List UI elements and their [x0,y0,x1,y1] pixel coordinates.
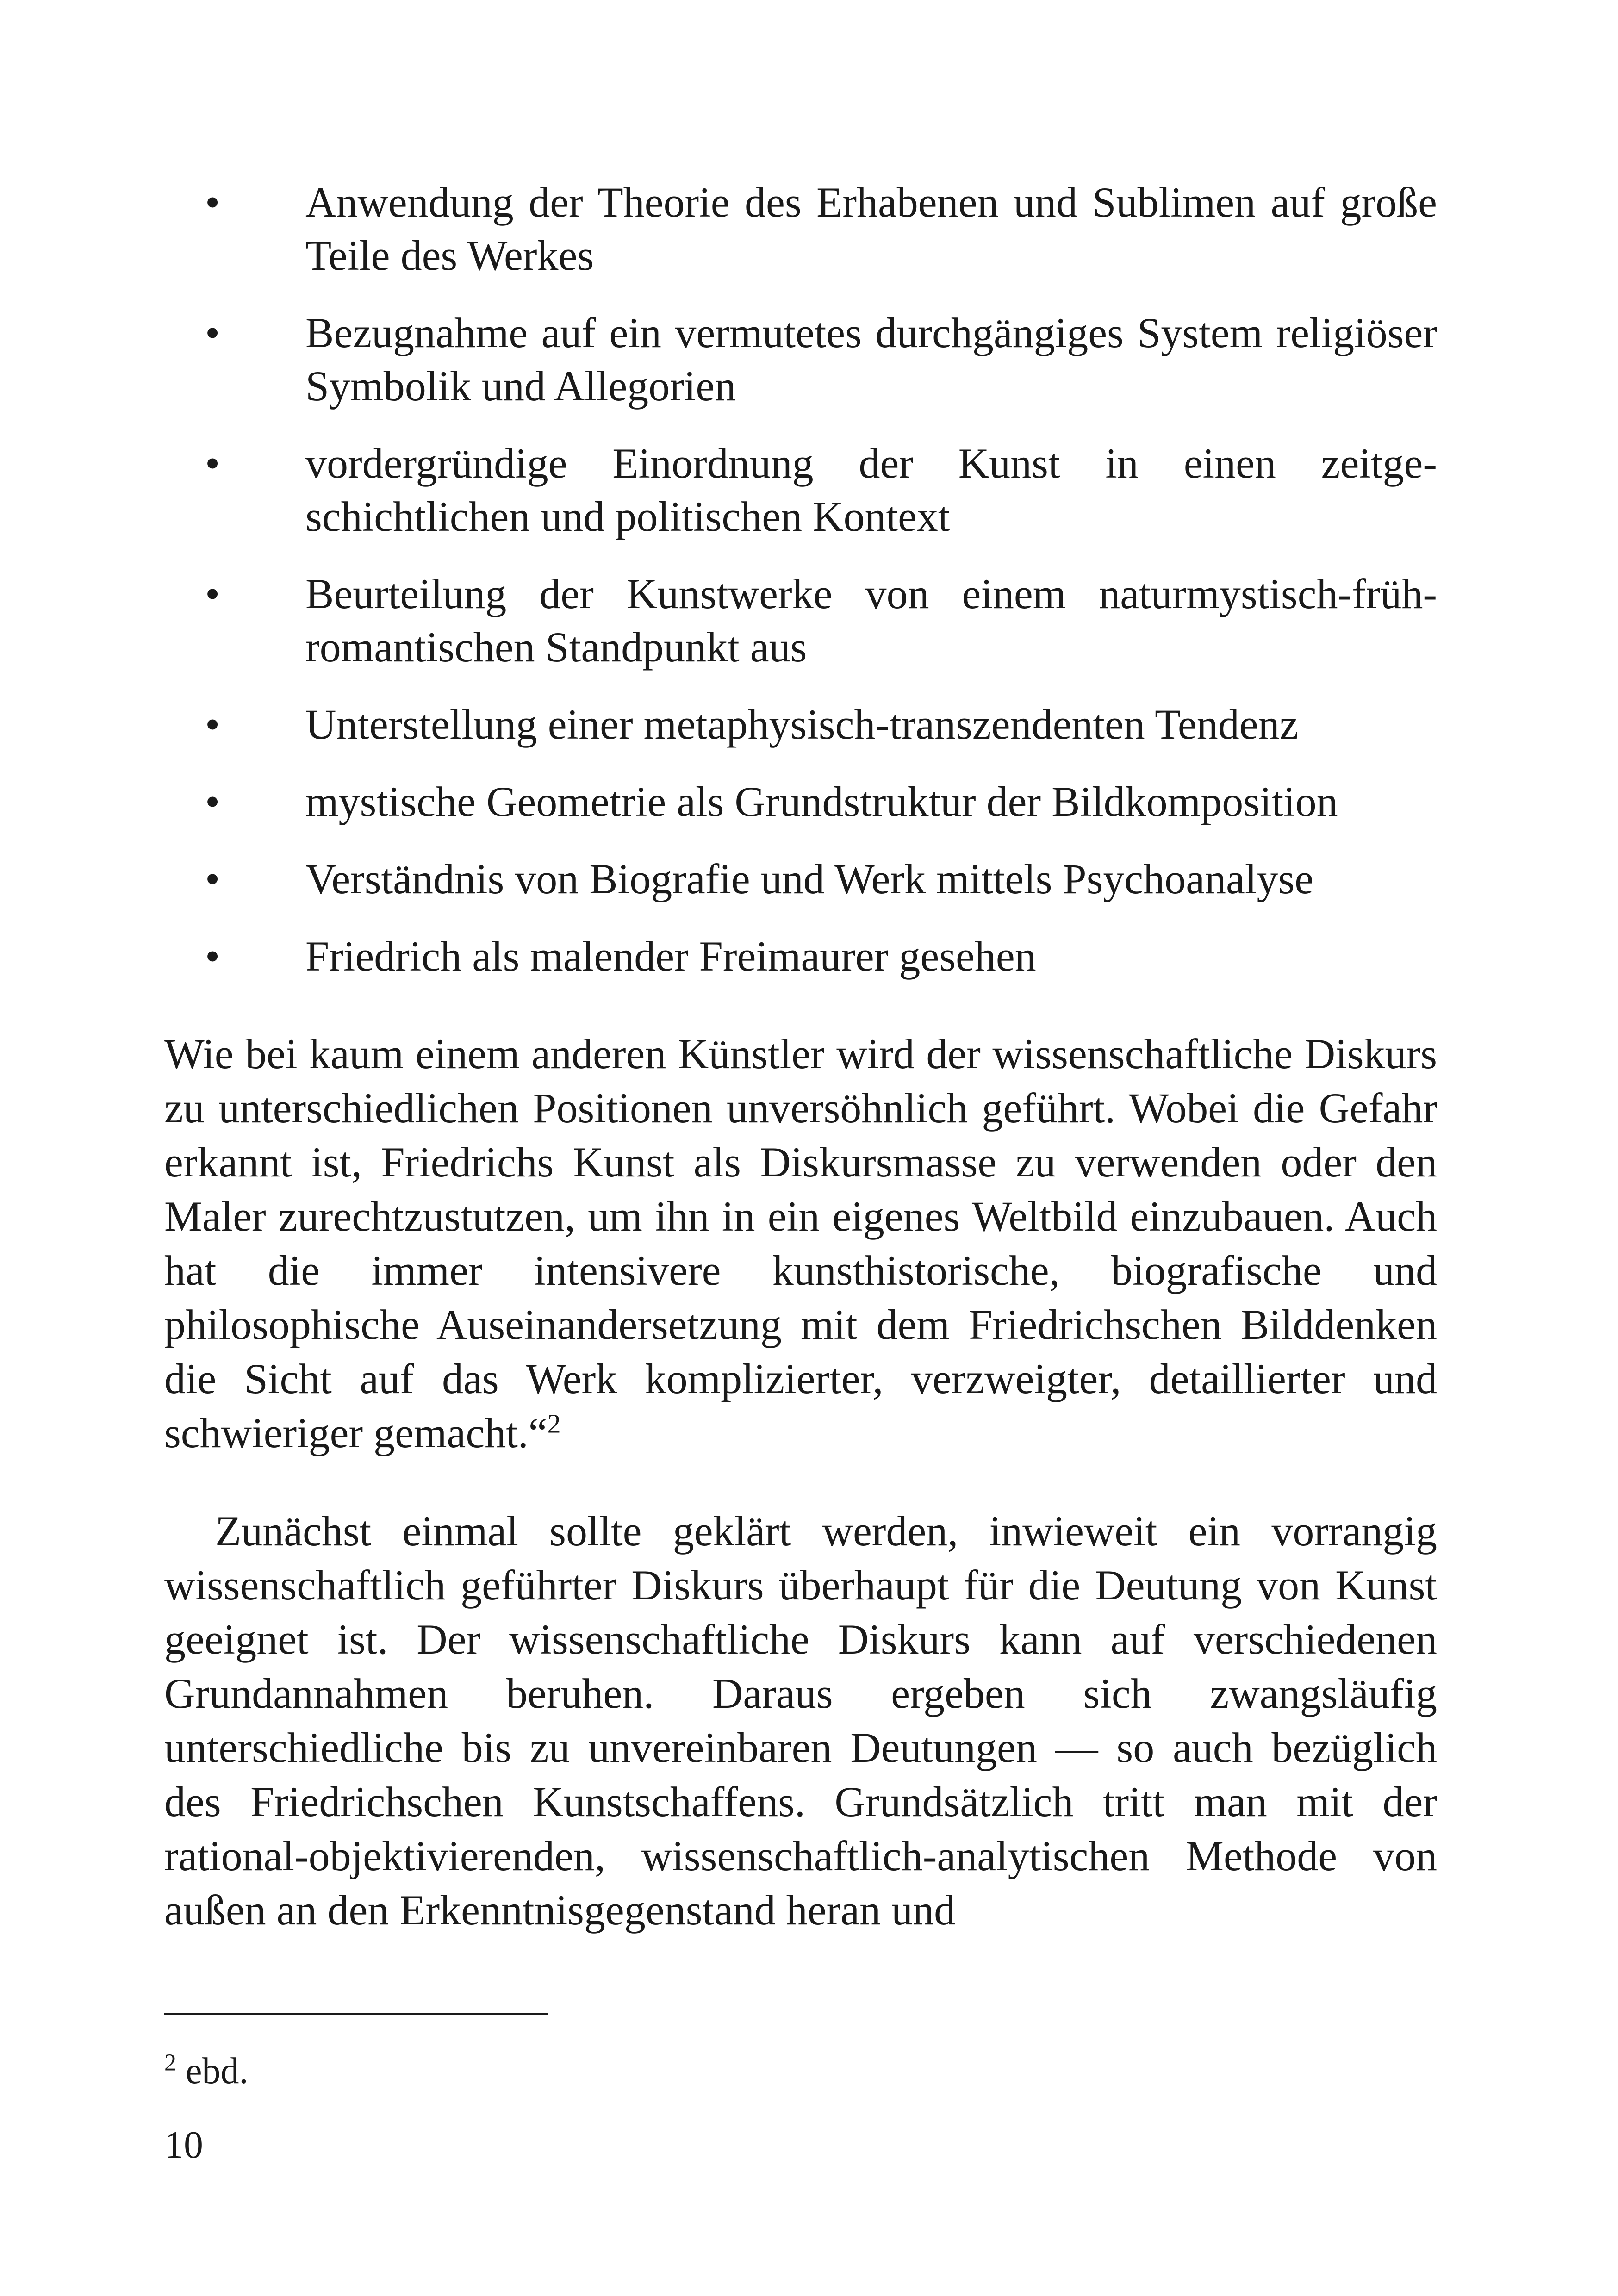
bullet-text: Unterstellung einer metaphysisch-transzendenten Tendenz [305,701,1299,748]
bullet-marker: • [205,778,220,825]
footnote [164,2048,249,2094]
bullet-item [164,176,1437,282]
page-number: 10 [164,2123,203,2166]
bullet-item [164,567,1437,674]
bullet-marker: • [205,855,220,902]
bullet-item [164,437,1437,543]
bullet-text: Friedrich als malender Freimaurer gesehen [305,933,1036,980]
page-content [164,176,1437,1937]
bullet-text: Verständnis von Biografie und Werk mittels Psychoanalyse [305,855,1314,902]
footnote-reference: 2 [547,1408,561,1439]
body-paragraph [164,1504,1437,1937]
bullet-item [164,775,1437,828]
footnote-separator [164,2013,548,2015]
bullet-item [164,930,1437,983]
bullet-item [164,306,1437,413]
bullet-marker: • [205,309,220,356]
bullet-marker: • [205,701,220,748]
bullet-text: Anwendung der Theorie des Erhabenen und Sublimen auf große Teile des Werkes [305,179,1437,279]
bullet-marker: • [205,570,220,617]
bullet-marker: • [205,933,220,980]
body-text: Zunächst einmal sollte geklärt werden, inwieweit ein vorrangig wissenschaftlich geführter Diskurs überhaupt für die Deutung von Kunst geeignet ist. Der wissenschaftliche Diskurs kann auf verschiedenen Grundannahmen beruhen. Daraus ergeben sich zwangsläufig unterschiedliche bis zu unvereinbaren Deutungen — so auch bezüglich des Friedrichschen Kunstschaffens. Grundsätzlich tritt man mit der rational-objektivierenden, wissenschaftlich-analytischen Methode von außen an den Erkenntnisgegenstand heran und [164,1507,1437,1934]
footnote-number: 2 [164,2049,176,2076]
bullet-text: Bezugnahme auf ein vermutetes durchgängiges System religiöser Symbolik und Allegorien [305,309,1437,410]
bullet-item [164,852,1437,906]
bullet-text: vordergründige Einordnung der Kunst in einen zeitgeschichtlichen und politischen Kontext [305,440,1437,540]
bullet-marker: • [205,179,220,226]
footnote-text: ebd. [176,2051,249,2091]
quote-paragraph [164,1027,1437,1460]
bullet-marker: • [205,440,220,487]
bullet-text: Beurteilung der Kunstwerke von einem naturmystisch-frühromantischen Standpunkt aus [305,570,1437,671]
bullet-text: mystische Geometrie als Grundstruktur der Bildkomposition [305,778,1338,825]
bullet-list [164,176,1437,983]
quote-text: Wie bei kaum einem anderen Künstler wird der wissenschaftliche Diskurs zu unterschiedlichen Positionen unversöhnlich geführt. Wobei die Gefahr erkannt ist, Friedrichs Kunst als Diskursmasse zu verwenden oder den Maler zurechtzustutzen, um ihn in ein eigenes Weltbild einzubauen. Auch hat die immer intensivere kunsthistorische, biografische und philosophische Auseinandersetzung mit dem Friedrichschen Bilddenken die Sicht auf das Werk komplizierter, verzweigter, detaillierter und schwieriger gemacht.“ [164,1030,1437,1456]
bullet-item [164,698,1437,751]
